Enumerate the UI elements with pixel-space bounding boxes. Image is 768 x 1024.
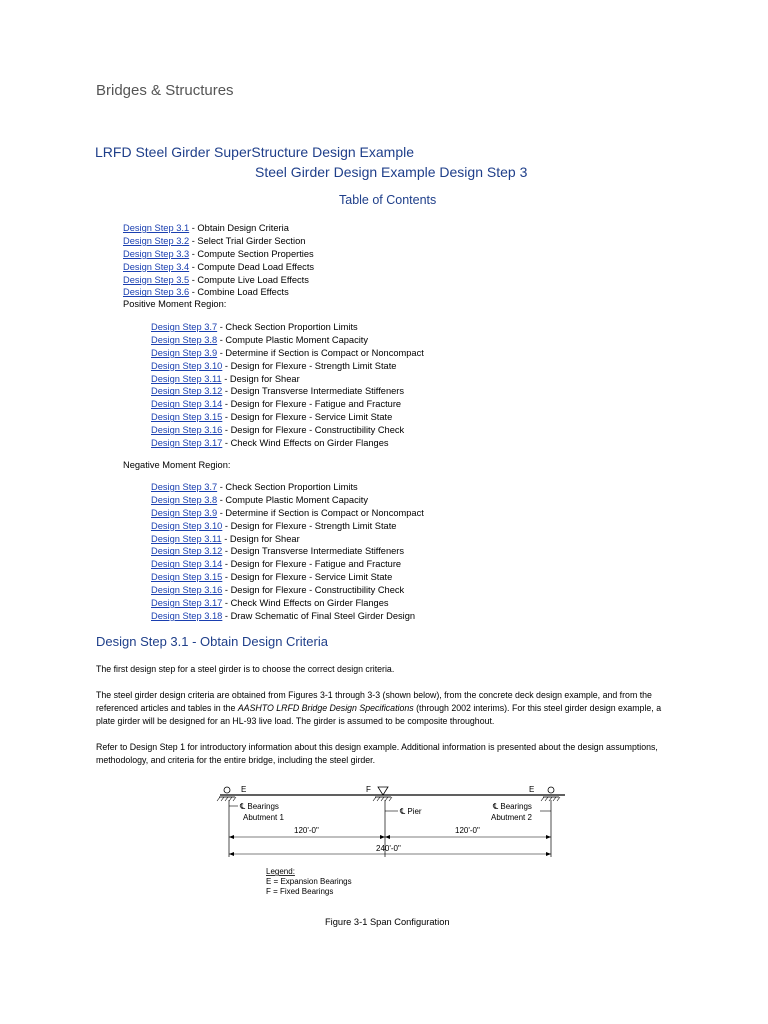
toc-item [123,274,314,287]
toc-item [151,507,424,520]
toc-link[interactable]: Design Step 3.8 [151,334,218,345]
toc-link[interactable]: Design Step 3.3 [123,248,190,259]
toc-item-text: - Design for Shear [221,533,300,544]
support-left-icon [217,787,236,801]
toc-main-list [123,222,314,299]
toc-item-text: - Select Trial Girder Section [189,235,306,246]
legend-expansion: E = Expansion Bearings [266,877,352,886]
paragraph-1: The first design step for a steel girder is to choose the correct design criteria. [96,664,395,674]
toc-link[interactable]: Design Step 3.14 [151,399,223,410]
abutment-2-label: Abutment 2 [491,813,532,822]
toc-item-text: - Check Section Proportion Limits [217,482,358,492]
toc-link[interactable]: Design Step 3.10 [151,520,223,531]
toc-item-text: - Compute Live Load Effects [189,274,309,285]
span-configuration-figure [210,782,570,907]
toc-item-text: - Design for Flexure - Service Limit State [222,572,393,583]
toc-item-text: - Combine Load Effects [189,287,289,298]
toc-item [151,558,424,571]
toc-link[interactable]: Design Step 3.2 [123,235,190,246]
span-left-label: 120'-0" [294,826,319,835]
toc-item [151,597,424,610]
toc-title: Table of Contents [339,193,437,207]
toc-link[interactable]: Design Step 3.15 [151,412,223,423]
toc-item-text: - Design for Flexure - Service Limit State [222,412,393,423]
centerline-pier-label: ℄ Pier [400,807,422,816]
centerline-right-label: ℄ Bearings [493,802,532,811]
site-title: Bridges & Structures [96,82,234,99]
toc-link[interactable]: Design Step 3.1 [123,223,190,233]
toc-item [123,222,314,235]
toc-item-text: - Design for Shear [221,373,300,384]
toc-link[interactable]: Design Step 3.18 [151,610,223,621]
toc-item [151,533,424,546]
toc-link[interactable]: Design Step 3.10 [151,360,223,371]
toc-item-text: - Determine if Section is Compact or Noncompact [217,507,424,518]
toc-link[interactable]: Design Step 3.4 [123,261,190,272]
toc-negative-list [151,481,424,623]
toc-item [151,321,424,334]
paragraph-2 [96,689,680,729]
toc-item [123,261,314,274]
toc-link[interactable]: Design Step 3.9 [151,507,218,518]
toc-link[interactable]: Design Step 3.16 [151,425,223,436]
toc-item-text: - Design Transverse Intermediate Stiffeners [222,546,405,557]
toc-item [151,334,424,347]
spec-title: AASHTO LRFD Bridge Design Specifications [237,703,414,714]
toc-item-text: - Compute Plastic Moment Capacity [217,334,369,345]
toc-item-text: - Design for Flexure - Strength Limit State [222,360,397,371]
toc-item [151,373,424,386]
toc-item-text: - Compute Dead Load Effects [189,261,315,272]
abutment-1-label: Abutment 1 [243,813,284,822]
centerline-left-label: ℄ Bearings [240,802,279,811]
toc-link[interactable]: Design Step 3.7 [151,322,218,332]
toc-item [151,584,424,597]
toc-item [123,248,314,261]
toc-item [123,235,314,248]
paragraph-3: Refer to Design Step 1 for introductory information about this design example. Additional information is presented about the design assumptions, methodology, and criteria for the entire bridge, including the steel girder. [96,742,658,766]
toc-link[interactable]: Design Step 3.6 [123,287,190,298]
toc-item-text: - Determine if Section is Compact or Noncompact [217,347,424,358]
section-heading: Design Step 3.1 - Obtain Design Criteria [96,634,328,649]
support-mid-label: F [366,785,371,794]
toc-item [151,411,424,424]
toc-link[interactable]: Design Step 3.17 [151,598,223,609]
negative-region-label: Negative Moment Region: [123,460,231,470]
toc-item [151,520,424,533]
toc-item-text: - Design for Flexure - Constructibility Check [222,425,405,436]
toc-link[interactable]: Design Step 3.9 [151,347,218,358]
legend-fixed: F = Fixed Bearings [266,887,334,896]
toc-item-text: - Design for Flexure - Strength Limit State [222,520,397,531]
toc-item [151,437,424,450]
toc-item-text: - Check Wind Effects on Girder Flanges [222,438,389,449]
toc-item-text: - Check Wind Effects on Girder Flanges [222,598,389,609]
toc-item-text: - Draw Schematic of Final Steel Girder Design [222,610,416,621]
toc-link[interactable]: Design Step 3.5 [123,274,190,285]
support-mid-icon [373,787,392,801]
toc-item-text: - Compute Plastic Moment Capacity [217,494,369,505]
toc-link[interactable]: Design Step 3.11 [151,533,222,544]
toc-item [151,347,424,360]
toc-item [151,360,424,373]
span-total-label: 240'-0" [376,844,401,853]
toc-item-text: - Design Transverse Intermediate Stiffeners [222,386,405,397]
toc-link[interactable]: Design Step 3.12 [151,546,223,557]
toc-link[interactable]: Design Step 3.14 [151,559,223,570]
main-title: LRFD Steel Girder SuperStructure Design Example [95,144,415,160]
support-right-icon [541,787,560,801]
sub-title: Steel Girder Design Example Design Step 3 [255,164,528,180]
toc-item [151,398,424,411]
toc-item-text: - Compute Section Properties [189,248,314,259]
toc-link[interactable]: Design Step 3.7 [151,482,218,492]
toc-link[interactable]: Design Step 3.11 [151,373,222,384]
toc-positive-list [151,321,424,450]
support-left-label: E [241,785,247,794]
toc-item [151,481,424,494]
toc-item-text: - Design for Flexure - Constructibility Check [222,585,405,596]
toc-link[interactable]: Design Step 3.17 [151,438,223,449]
toc-item [123,286,314,299]
toc-item [151,494,424,507]
toc-item [151,610,424,623]
toc-item [151,545,424,558]
toc-link[interactable]: Design Step 3.8 [151,494,218,505]
toc-item [151,571,424,584]
toc-item-text: - Design for Flexure - Fatigue and Fracture [222,559,402,570]
span-right-label: 120'-0" [455,826,480,835]
paragraph-2-text-b: (through 2002 interims). For this steel girder design example, a plate girder will be designed for an HL-93 live load. The girder is assumed to be composite throughout. [96,703,662,727]
figure-caption: Figure 3-1 Span Configuration [325,917,450,927]
toc-item [151,424,424,437]
toc-link[interactable]: Design Step 3.12 [151,386,223,397]
toc-link[interactable]: Design Step 3.15 [151,572,223,583]
toc-item-text: - Check Section Proportion Limits [217,322,358,332]
toc-link[interactable]: Design Step 3.16 [151,585,223,596]
support-right-label: E [529,785,535,794]
toc-item [151,385,424,398]
legend-title: Legend: [266,867,295,876]
positive-region-label: Positive Moment Region: [123,299,227,309]
paragraph-2-text-a: The steel girder design criteria are obtained from Figures 3-1 through 3-3 (shown below), from the concrete deck design example, and from the referenced articles and tables in the [96,690,652,714]
toc-item-text: - Design for Flexure - Fatigue and Fracture [222,399,402,410]
toc-item-text: - Obtain Design Criteria [189,223,289,233]
